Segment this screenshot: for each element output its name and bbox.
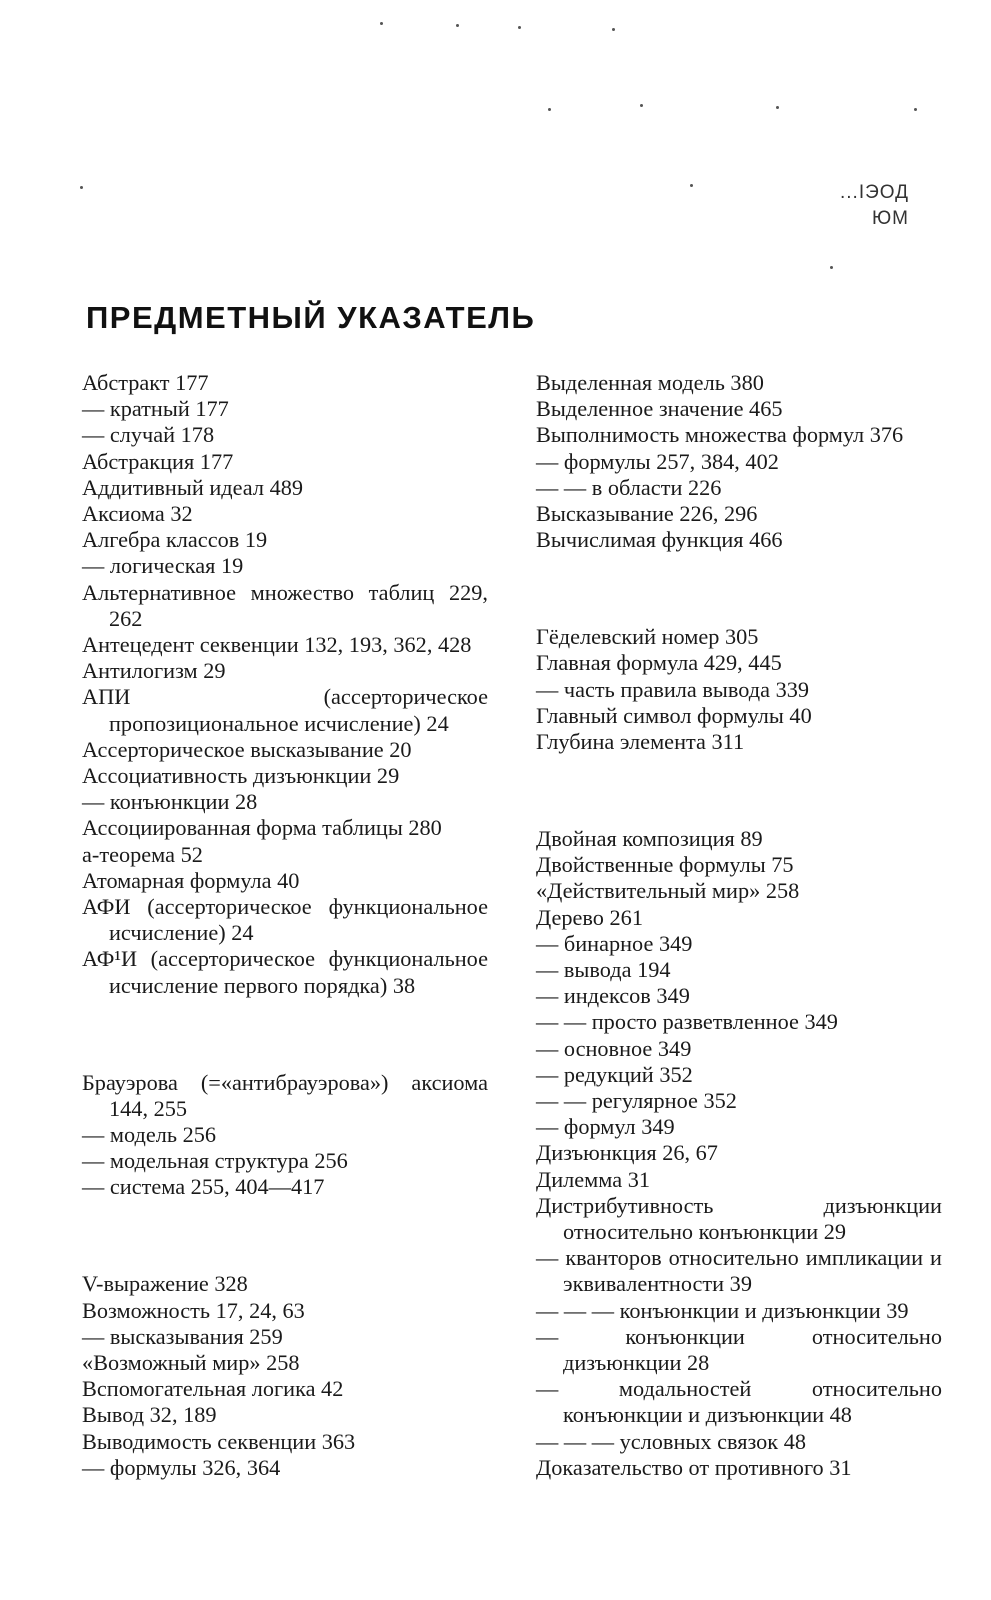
index-entry: — — в области 226 xyxy=(536,474,722,500)
index-entry: Абстракция 177 xyxy=(82,448,234,474)
page-title: ПРЕДМЕТНЫЙ УКАЗАТЕЛЬ xyxy=(86,300,536,335)
index-entry: — формулы 326, 364 xyxy=(82,1454,281,1480)
index-entry: Аксиома 32 xyxy=(82,501,193,527)
index-entry: — формулы 257, 384, 402 xyxy=(536,448,779,474)
index-entry: Атомарная формула 40 xyxy=(82,867,300,893)
index-entry: Антецедент секвенции 132, 193, 362, 428 xyxy=(82,632,472,658)
index-entry: Брауэрова (=«антибрауэрова») аксиома 144, 255 xyxy=(82,1069,488,1121)
index-entry: — система 255, 404—417 xyxy=(82,1174,325,1200)
scan-speck xyxy=(830,266,833,269)
index-entry: — кванторов относительно импликации и эквивалентности 39 xyxy=(536,1245,942,1297)
index-entry: — случай 178 xyxy=(82,422,215,448)
index-entry: Возможность 17, 24, 63 xyxy=(82,1297,305,1323)
index-entry: Выделенная модель 380 xyxy=(536,370,764,395)
index-gap xyxy=(82,1223,488,1249)
index-entry: — индексов 349 xyxy=(536,983,690,1009)
index-entry: Главный символ формулы 40 xyxy=(536,702,812,728)
index-entry: Абстракт 177 xyxy=(82,370,209,395)
scan-speck xyxy=(690,184,693,187)
scan-speck xyxy=(776,106,779,109)
index-entry: — конъюнкции 28 xyxy=(82,789,258,815)
scan-speck xyxy=(548,108,551,111)
index-entry: Выделенное значение 465 xyxy=(536,396,783,422)
header-fragment-1: ...ІЭОД xyxy=(839,182,909,203)
index-entry: — — — конъюнкции и дизъюнкции 39 xyxy=(536,1297,909,1323)
index-gap xyxy=(536,778,942,804)
index-entry: — логическая 19 xyxy=(82,553,244,579)
index-entry: — — регулярное 352 xyxy=(536,1088,737,1114)
index-entry: — высказывания 259 xyxy=(82,1323,283,1349)
index-entry: Ассоциированная форма таблицы 280 xyxy=(82,815,442,841)
index-entry: «Действительный мир» 258 xyxy=(536,878,800,904)
index-entry: — — просто разветвленное 349 xyxy=(536,1009,838,1035)
index-entry: — кратный 177 xyxy=(82,396,229,422)
scan-speck xyxy=(914,108,917,111)
index-entry: V-выражение 328 xyxy=(82,1271,248,1297)
index-entry: — — — условных связок 48 xyxy=(536,1428,807,1454)
index-entry: Ассоциативность дизъюнкции 29 xyxy=(82,763,400,789)
header-fragment-2: ЮМ xyxy=(871,208,909,229)
index-gap xyxy=(536,576,942,602)
index-entry: Антилогизм 29 xyxy=(82,658,226,684)
index-entry: Дизъюнкция 26, 67 xyxy=(536,1140,718,1166)
index-entry: — формул 349 xyxy=(536,1114,675,1140)
scan-speck xyxy=(80,186,83,189)
index-entry: a-теорема 52 xyxy=(82,841,203,867)
index-entry: Альтернативное множество таблиц 229, 262 xyxy=(82,579,488,631)
scan-speck xyxy=(518,26,521,29)
index-entry: АФ¹И (ассерторическое функциональное исчисление первого порядка) 38 xyxy=(82,946,488,998)
scan-speck xyxy=(380,22,383,25)
index-entry: Вывод 32, 189 xyxy=(82,1402,217,1428)
index-entry: Вспомогательная логика 42 xyxy=(82,1376,344,1402)
index-entry: Двойная композиция 89 xyxy=(536,826,763,851)
index-entry: — модальностей относительно конъюнкции и дизъюнкции 48 xyxy=(536,1376,942,1428)
index-entry: Гёделевский номер 305 xyxy=(536,624,759,650)
index-entry: — модельная структура 256 xyxy=(82,1148,348,1174)
index-entry: Глубина элемента 311 xyxy=(536,729,745,755)
index-entry: Дерево 261 xyxy=(536,904,643,930)
index-gap xyxy=(82,1021,488,1047)
index-entry: Доказательство от противного 31 xyxy=(536,1454,852,1480)
index-entry: — модель 256 xyxy=(82,1122,217,1148)
index-entry: — вывода 194 xyxy=(536,957,671,983)
index-entry: Высказывание 226, 296 xyxy=(536,501,758,527)
scan-speck xyxy=(612,28,615,31)
index-entry: Главная формула 429, 445 xyxy=(536,650,782,676)
index-entry: — бинарное 349 xyxy=(536,930,693,956)
scan-speck xyxy=(640,104,643,107)
index-entry: Выводимость секвенции 363 xyxy=(82,1428,356,1454)
index-column-right xyxy=(536,370,942,1481)
index-entry: — часть правила вывода 339 xyxy=(536,676,810,702)
index-entry: — редукций 352 xyxy=(536,1061,693,1087)
index-entry: — основное 349 xyxy=(536,1035,692,1061)
index-entry: Вычислимая функция 466 xyxy=(536,527,783,553)
index-column-left xyxy=(82,370,488,1481)
index-entry: Дилемма 31 xyxy=(536,1166,650,1192)
index-entry: АФИ (ассерторическое функциональное исчисление) 24 xyxy=(82,894,488,946)
index-entry: Выполнимость множества формул 376 xyxy=(536,422,904,448)
index-entry: Ассерторическое высказывание 20 xyxy=(82,736,412,762)
index-entry: Дистрибутивность дизъюнкции относительно конъюнкции 29 xyxy=(536,1192,942,1245)
index-entry: «Возможный мир» 258 xyxy=(82,1350,300,1376)
index-entry: Двойственные формулы 75 xyxy=(536,852,794,878)
index-entry: Аддитивный идеал 489 xyxy=(82,474,304,500)
index-entry: — конъюнкции относительно дизъюнкции 28 xyxy=(536,1323,942,1376)
index-entry: Алгебра классов 19 xyxy=(82,527,268,553)
scan-speck xyxy=(456,24,459,27)
index-entry: АПИ (ассерторическое пропозициональное исчисление) 24 xyxy=(82,684,488,736)
